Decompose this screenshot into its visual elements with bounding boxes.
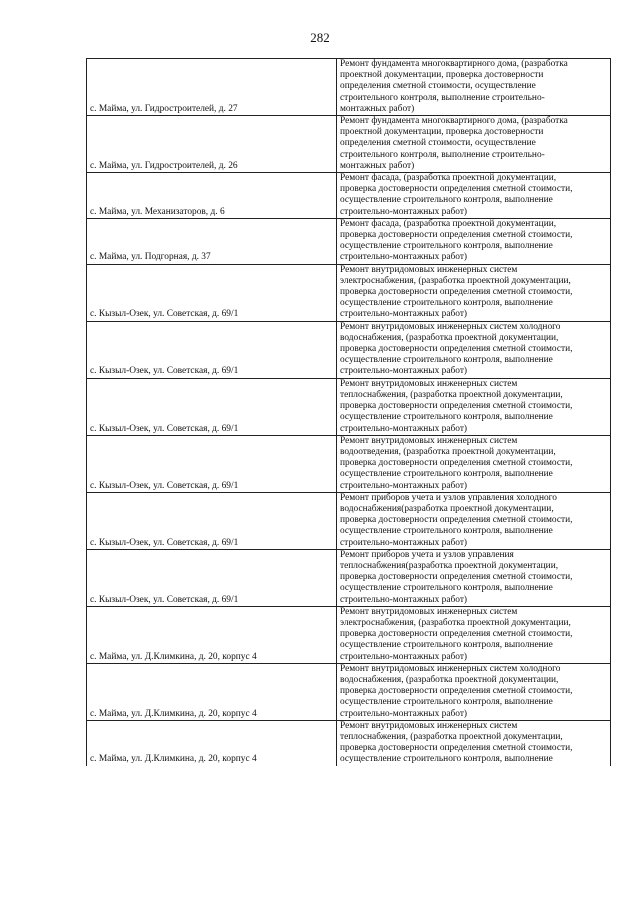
work-description-line: Ремонт приборов учета и узлов управления холодного bbox=[340, 492, 557, 503]
table-row bbox=[87, 663, 611, 720]
work-description-line: проверка достоверности определения сметной стоимости, bbox=[340, 287, 573, 298]
address-cell: с. Кызыл-Озек, ул. Советская, д. 69/1 bbox=[87, 492, 337, 549]
work-description-cell bbox=[337, 435, 611, 492]
work-description-line: строительно-монтажных работ) bbox=[340, 594, 468, 605]
work-description-line: определения сметной стоимости, осуществление bbox=[340, 81, 536, 92]
works-table-body bbox=[87, 59, 611, 766]
work-description-cell bbox=[337, 116, 611, 173]
work-description-line: строительно-монтажных работ) bbox=[340, 423, 468, 434]
work-description-line: осуществление строительного контроля, выполнение bbox=[340, 754, 553, 765]
address-cell: с. Кызыл-Озек, ул. Советская, д. 69/1 bbox=[87, 549, 337, 606]
address-cell: с. Майма, ул. Гидростроителей, д. 26 bbox=[87, 116, 337, 173]
work-description-line: осуществление строительного контроля, выполнение bbox=[340, 412, 553, 423]
work-description-cell bbox=[337, 173, 611, 219]
address-cell: с. Майма, ул. Д.Климкина, д. 20, корпус 4 bbox=[87, 606, 337, 663]
address-cell: с. Кызыл-Озек, ул. Советская, д. 69/1 bbox=[87, 378, 337, 435]
work-description-line: Ремонт фундамента многоквартирного дома, (разработка bbox=[340, 59, 568, 69]
work-description-line: Ремонт внутридомовых инженерных систем bbox=[340, 606, 518, 617]
work-description-line: водоснабжения, (разработка проектной документации, bbox=[340, 332, 559, 343]
work-description-line: Ремонт фундамента многоквартирного дома, (разработка bbox=[340, 116, 568, 127]
work-description-line: осуществление строительного контроля, выполнение bbox=[340, 526, 553, 537]
work-description-line: проектной документации, проверка достоверности bbox=[340, 127, 544, 138]
work-description-line: осуществление строительного контроля, выполнение bbox=[340, 583, 553, 594]
work-description-line: проверка достоверности определения сметной стоимости, bbox=[340, 401, 573, 412]
address-cell: с. Кызыл-Озек, ул. Советская, д. 69/1 bbox=[87, 435, 337, 492]
work-description-line: осуществление строительного контроля, выполнение bbox=[340, 298, 553, 309]
address-cell: с. Майма, ул. Д.Климкина, д. 20, корпус 4 bbox=[87, 663, 337, 720]
works-table bbox=[86, 58, 611, 766]
table-row bbox=[87, 321, 611, 378]
work-description-line: проверка достоверности определения сметной стоимости, bbox=[340, 629, 573, 640]
table-row bbox=[87, 218, 611, 264]
work-description-line: строительно-монтажных работ) bbox=[340, 708, 468, 719]
work-description-line: осуществление строительного контроля, выполнение bbox=[340, 195, 553, 206]
work-description-line: Ремонт внутридомовых инженерных систем bbox=[340, 264, 518, 275]
work-description-line: проверка достоверности определения сметной стоимости, bbox=[340, 344, 573, 355]
work-description-line: осуществление строительного контроля, выполнение bbox=[340, 355, 553, 366]
work-description-line: строительно-монтажных работ) bbox=[340, 366, 468, 377]
work-description-line: строительно-монтажных работ) bbox=[340, 480, 468, 491]
work-description-cell bbox=[337, 606, 611, 663]
table-row bbox=[87, 264, 611, 321]
work-description-line: теплоснабжения, (разработка проектной документации, bbox=[340, 731, 563, 742]
work-description-cell bbox=[337, 59, 611, 116]
work-description-line: проверка достоверности определения сметной стоимости, bbox=[340, 572, 573, 583]
work-description-line: Ремонт внутридомовых инженерных систем bbox=[340, 720, 518, 731]
work-description-line: проверка достоверности определения сметной стоимости, bbox=[340, 686, 573, 697]
table-row bbox=[87, 549, 611, 606]
table-row bbox=[87, 116, 611, 173]
table-row bbox=[87, 173, 611, 219]
work-description-cell bbox=[337, 321, 611, 378]
work-description-line: водоотведения, (разработка проектной документации, bbox=[340, 446, 556, 457]
work-description-cell bbox=[337, 264, 611, 321]
work-description-cell bbox=[337, 218, 611, 264]
work-description-line: проверка достоверности определения сметной стоимости, bbox=[340, 515, 573, 526]
address-cell: с. Майма, ул. Механизаторов, д. 6 bbox=[87, 173, 337, 219]
work-description-line: проверка достоверности определения сметной стоимости, bbox=[340, 458, 573, 469]
work-description-line: осуществление строительного контроля, выполнение bbox=[340, 469, 553, 480]
work-description-cell bbox=[337, 720, 611, 765]
address-cell: с. Майма, ул. Д.Климкина, д. 20, корпус 4 bbox=[87, 720, 337, 765]
work-description-line: теплоснабжения, (разработка проектной документации, bbox=[340, 389, 563, 400]
work-description-line: водоснабжения, (разработка проектной документации, bbox=[340, 674, 559, 685]
work-description-line: проверка достоверности определения сметной стоимости, bbox=[340, 743, 573, 754]
address-cell: с. Кызыл-Озек, ул. Советская, д. 69/1 bbox=[87, 264, 337, 321]
page-number: 282 bbox=[310, 30, 330, 45]
table-row bbox=[87, 492, 611, 549]
work-description-line: строительно-монтажных работ) bbox=[340, 651, 468, 662]
address-cell: с. Майма, ул. Подгорная, д. 37 bbox=[87, 218, 337, 264]
work-description-line: Ремонт внутридомовых инженерных систем холодного bbox=[340, 321, 561, 332]
work-description-line: Ремонт внутридомовых инженерных систем bbox=[340, 378, 518, 389]
address-cell: с. Майма, ул. Гидростроителей, д. 27 bbox=[87, 59, 337, 116]
work-description-line: строительно-монтажных работ) bbox=[340, 309, 468, 320]
work-description-line: строительного контроля, выполнение строительно- bbox=[340, 92, 545, 103]
work-description-line: определения сметной стоимости, осуществление bbox=[340, 138, 536, 149]
work-description-line: осуществление строительного контроля, выполнение bbox=[340, 640, 553, 651]
table-row bbox=[87, 606, 611, 663]
work-description-cell bbox=[337, 663, 611, 720]
work-description-line: теплоснабжения(разработка проектной документации, bbox=[340, 560, 559, 571]
table-row bbox=[87, 435, 611, 492]
table-row bbox=[87, 59, 611, 116]
work-description-line: строительно-монтажных работ) bbox=[340, 252, 468, 263]
work-description-line: Ремонт приборов учета и узлов управления bbox=[340, 549, 514, 560]
work-description-line: электроснабжения, (разработка проектной документации, bbox=[340, 617, 571, 628]
work-description-line: электроснабжения, (разработка проектной документации, bbox=[340, 275, 571, 286]
work-description-line: водоснабжения(разработка проектной документации, bbox=[340, 503, 554, 514]
work-description-line: Ремонт внутридомовых инженерных систем холодного bbox=[340, 663, 561, 674]
work-description-cell bbox=[337, 492, 611, 549]
work-description-line: осуществление строительного контроля, выполнение bbox=[340, 241, 553, 252]
table-row bbox=[87, 720, 611, 765]
table-row bbox=[87, 378, 611, 435]
work-description-line: проверка достоверности определения сметной стоимости, bbox=[340, 230, 573, 241]
work-description-cell bbox=[337, 378, 611, 435]
work-description-line: Ремонт внутридомовых инженерных систем bbox=[340, 435, 518, 446]
address-cell: с. Кызыл-Озек, ул. Советская, д. 69/1 bbox=[87, 321, 337, 378]
work-description-line: осуществление строительного контроля, выполнение bbox=[340, 697, 553, 708]
work-description-line: монтажных работ) bbox=[340, 103, 415, 114]
work-description-line: Ремонт фасада, (разработка проектной документации, bbox=[340, 218, 557, 229]
work-description-line: Ремонт фасада, (разработка проектной документации, bbox=[340, 173, 557, 184]
work-description-cell bbox=[337, 549, 611, 606]
work-description-line: монтажных работ) bbox=[340, 160, 415, 171]
work-description-line: проектной документации, проверка достоверности bbox=[340, 70, 544, 81]
work-description-line: строительного контроля, выполнение строительно- bbox=[340, 149, 545, 160]
work-description-line: строительно-монтажных работ) bbox=[340, 537, 468, 548]
work-description-line: проверка достоверности определения сметной стоимости, bbox=[340, 184, 573, 195]
work-description-line: строительно-монтажных работ) bbox=[340, 206, 468, 217]
